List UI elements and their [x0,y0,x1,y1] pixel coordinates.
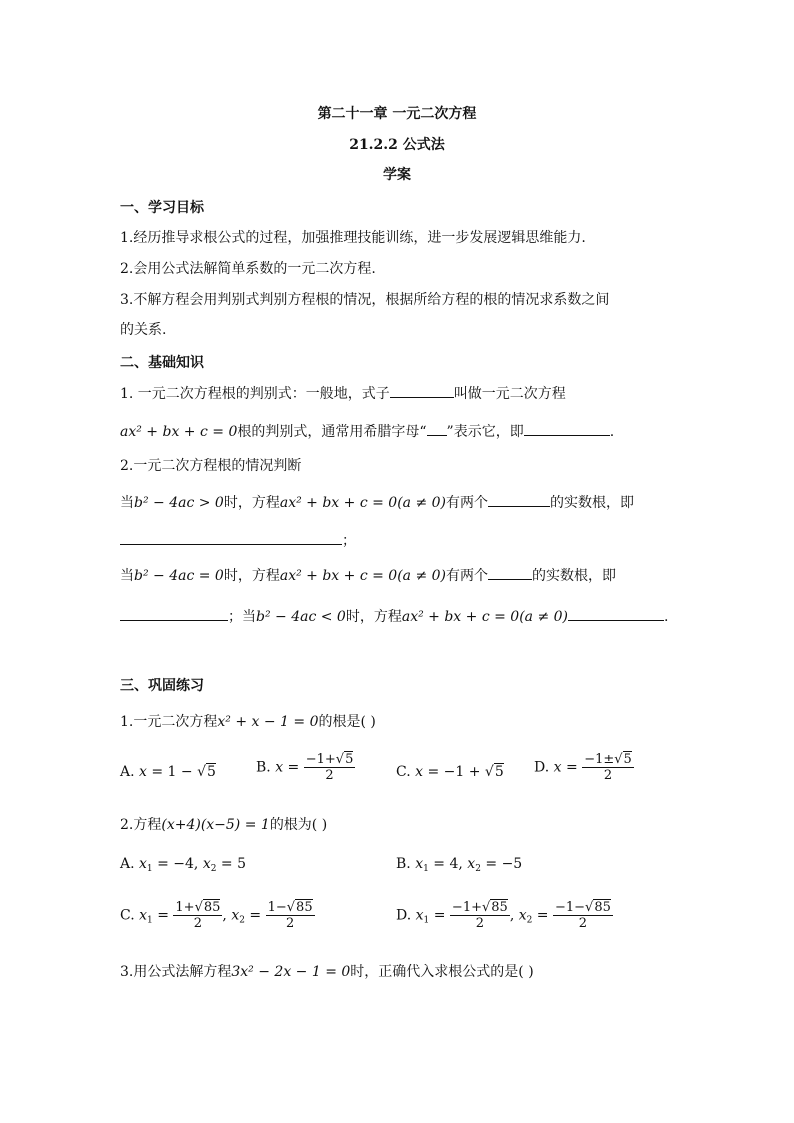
basics-q1-line2: ax² + bx + c = 0根的判别式，通常用希腊字母“ ”表示它，即 . [120,421,614,442]
blank-line[interactable] [488,565,532,580]
blank-line[interactable] [427,421,447,436]
quadratic-equation: ax² + bx + c = 0 [120,424,238,440]
case2-line: 当b² − 4ac = 0时，方程ax² + bx + c = 0(a ≠ 0)有两个 的实数根，即 [120,565,616,586]
section-heading-goals: 一、学习目标 [120,200,204,216]
blank-line[interactable] [120,606,228,621]
section-heading-basics: 二、基础知识 [120,355,204,371]
q1-option-d[interactable]: D. x = $\frac{-1\pm√5}{2}$ [534,752,632,783]
practice-q1: 1.一元二次方程x² + x − 1 = 0的根是( ) [120,714,376,730]
q1-option-b[interactable]: B. x = $\frac{-1+√5}{2}$ [256,752,354,783]
q1-option-a[interactable]: A. x = 1 − √5 [120,764,216,780]
goal-item: 的关系. [120,322,167,338]
q1-option-c[interactable]: C. x = −1 + √5 [396,764,504,780]
goal-item: 1.经历推导求根公式的过程，加强推理技能训练，进一步发展逻辑思维能力. [120,230,586,246]
q2-option-b[interactable]: B. $x_1 = 4$, $x_2 = -5$ [396,856,523,874]
blank-line[interactable] [568,606,664,621]
practice-q2: 2.方程(x+4)(x−5) = 1的根为( ) [120,817,328,833]
practice-q3: 3.用公式法解方程3x² − 2x − 1 = 0时，正确代入求根公式的是( ) [120,964,534,980]
chapter-title: 第二十一章 一元二次方程 [317,106,477,122]
section-title: 21.2.2 公式法 [349,137,445,153]
basics-q2-title: 2.一元二次方程根的情况判断 [120,458,302,474]
basics-q1-line1: 1. 一元二次方程根的判别式：一般地，式子 叫做一元二次方程 [120,383,566,404]
q2-option-a[interactable]: A. $x_1 = -4$, $x_2 = 5$ [120,856,247,874]
q2-option-d[interactable]: D. $x_1$ = $\frac{-1+√85}{2}$ , $x_2$ = $\frac{-1-√85}{2}$ [396,900,611,931]
case3-line: ；当b² − 4ac < 0时，方程ax² + bx + c = 0(a ≠ 0) . [120,606,668,627]
blank-line[interactable] [120,530,342,545]
case1-line: 当b² − 4ac > 0时，方程ax² + bx + c = 0(a ≠ 0)有两个 的实数根，即 [120,492,634,513]
blank-line[interactable] [390,383,454,398]
goal-item: 2.会用公式法解简单系数的一元二次方程. [120,261,376,277]
blank-line[interactable] [524,421,610,436]
q2-option-c[interactable]: C. $x_1$ = $\frac{1+√85}{2}$ , $x_2$ = $\frac{1-√85}{2}$ [120,900,313,931]
doc-type-title: 学案 [383,167,411,183]
blank-line[interactable] [488,492,550,507]
case1-answer-line: ； [120,530,356,551]
section-heading-practice: 三、巩固练习 [120,678,204,694]
goal-item: 3.不解方程会用判别式判别方程根的情况，根据所给方程的根的情况求系数之间 [120,292,610,308]
